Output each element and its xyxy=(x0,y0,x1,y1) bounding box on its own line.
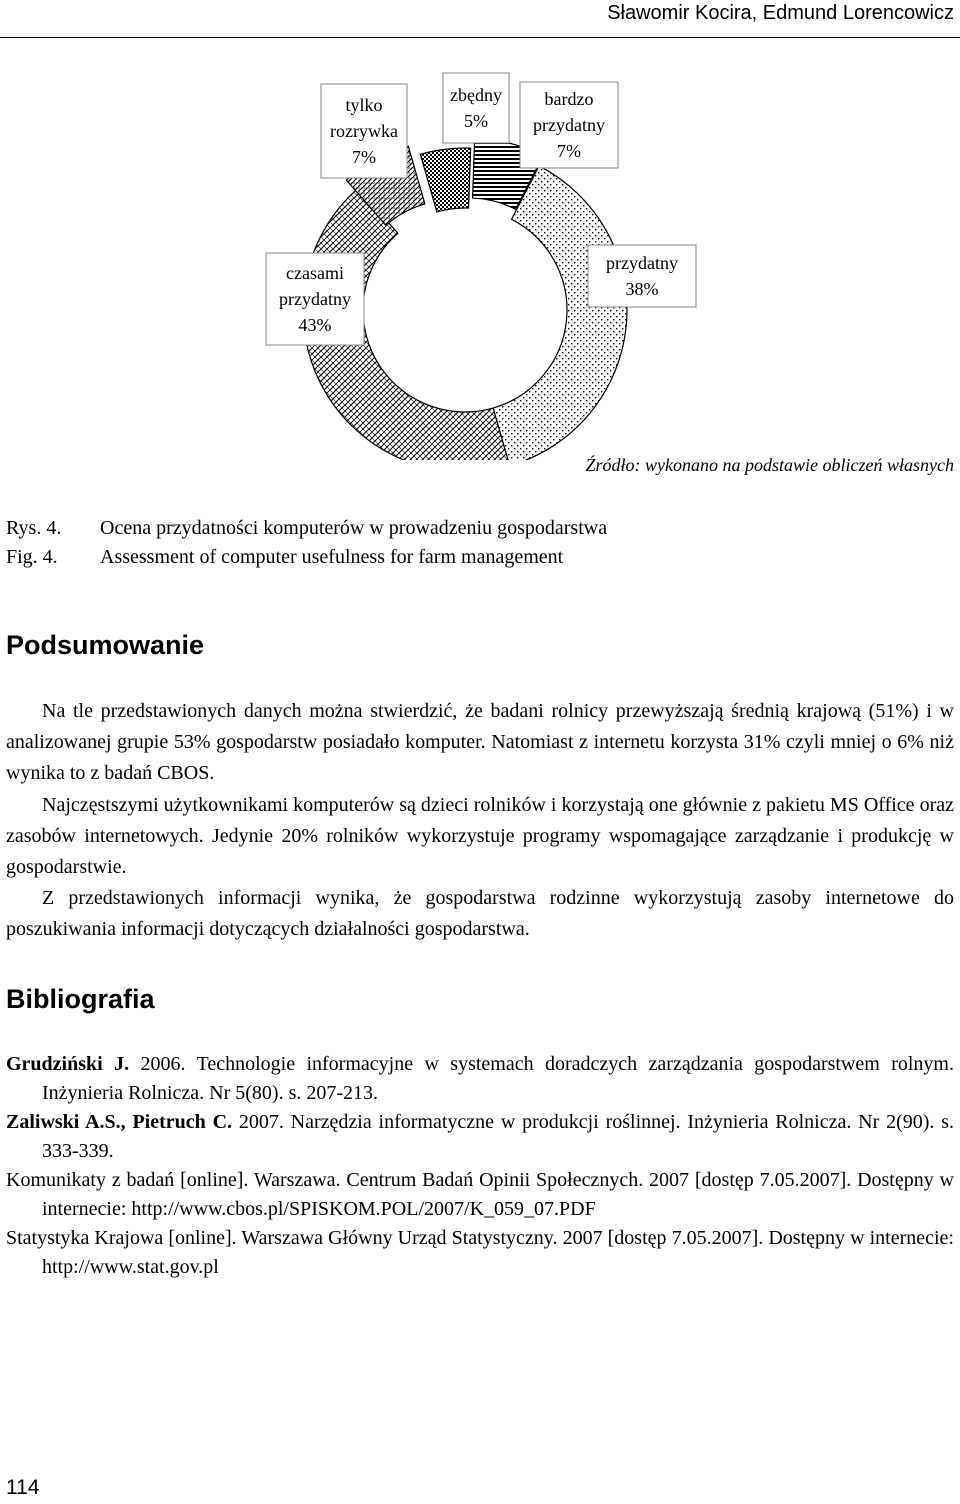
figure-caption xyxy=(6,514,607,572)
running-header: Sławomir Kocira, Edmund Lorencowicz xyxy=(607,2,954,24)
slice-label-text: zbędny xyxy=(450,85,502,105)
caption-text-pl: Ocena przydatności komputerów w prowadzeniu gospodarstwa xyxy=(100,517,608,539)
slice-label-text: 5% xyxy=(464,111,488,131)
bib-entry xyxy=(6,1108,954,1166)
slice-label-text: przydatny xyxy=(606,253,678,273)
summary-paragraph: Na tle przedstawionych danych można stwierdzić, że badani rolnicy przewyższają średnią krajową (51%) i w analizowanej grupie 53% gospodarstw posiadało komputer. Natomiast z internetu korzysta 31% czyli mniej o 6% niż wynika to z badań CBOS. xyxy=(6,700,954,785)
slice-label-text: rozrywka xyxy=(330,121,398,141)
bibliography-list xyxy=(6,1050,954,1282)
donut-slice-0 xyxy=(420,148,470,212)
slice-label-text: 43% xyxy=(298,315,332,335)
bib-author: Grudziński J. xyxy=(6,1053,130,1075)
bib-text: 2007. Narzędzia informatyczne w produkcji roślinnej. Inżynieria Rolnicza. Nr 2(90). s. 333-339. xyxy=(42,1111,955,1162)
caption-label-en: Fig. 4. xyxy=(6,546,58,568)
slice-label-text: tylko xyxy=(345,95,383,115)
header-rule xyxy=(0,37,960,38)
bib-text: Komunikaty z badań [online]. Warszawa. Centrum Badań Opinii Społecznych. 2007 [dostęp 7.05.2007]. Dostępny w internecie: http://www.cbos.pl/SPISKOM.POL/2007/K_059_07.PDF xyxy=(6,1169,954,1220)
slice-label-0 xyxy=(443,73,509,143)
bib-entry xyxy=(6,1166,954,1224)
chart-source: Źródło: wykonano na podstawie obliczeń własnych xyxy=(585,455,954,475)
slice-label-text: 7% xyxy=(352,147,376,167)
bib-entry xyxy=(6,1224,954,1282)
slice-label-text: 38% xyxy=(625,279,659,299)
summary-body xyxy=(6,696,954,946)
donut-slice-2 xyxy=(493,166,627,460)
caption-text-en: Assessment of computer usefulness for farm management xyxy=(100,546,564,568)
bib-text: Statystyka Krajowa [online]. Warszawa Główny Urząd Statystyczny. 2007 [dostęp 7.05.2007]. Dostępny w internecie: http://www.stat.gov.pl xyxy=(6,1227,954,1278)
bib-entry xyxy=(6,1050,954,1108)
summary-heading: Podsumowanie xyxy=(6,630,205,660)
page-number: 114 xyxy=(6,1476,40,1499)
slice-label-box xyxy=(443,73,509,143)
slice-label-text: czasami xyxy=(286,263,344,283)
donut-chart xyxy=(0,60,960,460)
summary-paragraph: Z przedstawionych informacji wynika, że gospodarstwa rodzinne wykorzystują zasoby internetowe do poszukiwania informacji dotyczących działalności gospodarstwa. xyxy=(6,887,954,941)
bibliography-heading: Bibliografia xyxy=(6,984,155,1014)
caption-label-pl: Rys. 4. xyxy=(6,517,62,539)
slice-label-text: przydatny xyxy=(533,115,605,135)
slice-label-4 xyxy=(321,84,407,178)
slice-label-1 xyxy=(520,82,618,168)
bib-text: 2006. Technologie informacyjne w systemach doradczych zarządzania gospodarstwem rolnym. Inżynieria Rolnicza. Nr 5(80). s. 207-213. xyxy=(42,1053,954,1104)
slice-label-text: bardzo xyxy=(544,89,594,109)
summary-paragraph: Najczęstszymi użytkownikami komputerów są dzieci rolników i korzystają one głównie z pakietu MS Office oraz zasobów internetowych. Jedynie 20% rolników wykorzystuje programy wspomagające zarządzanie i produkcję w gospodarstwie. xyxy=(6,793,954,879)
slice-label-text: przydatny xyxy=(279,289,351,309)
slice-label-2 xyxy=(588,245,696,307)
bib-author: Zaliwski A.S., Pietruch C. xyxy=(6,1111,233,1133)
slice-label-text: 7% xyxy=(557,141,581,161)
slice-label-3 xyxy=(266,253,364,345)
